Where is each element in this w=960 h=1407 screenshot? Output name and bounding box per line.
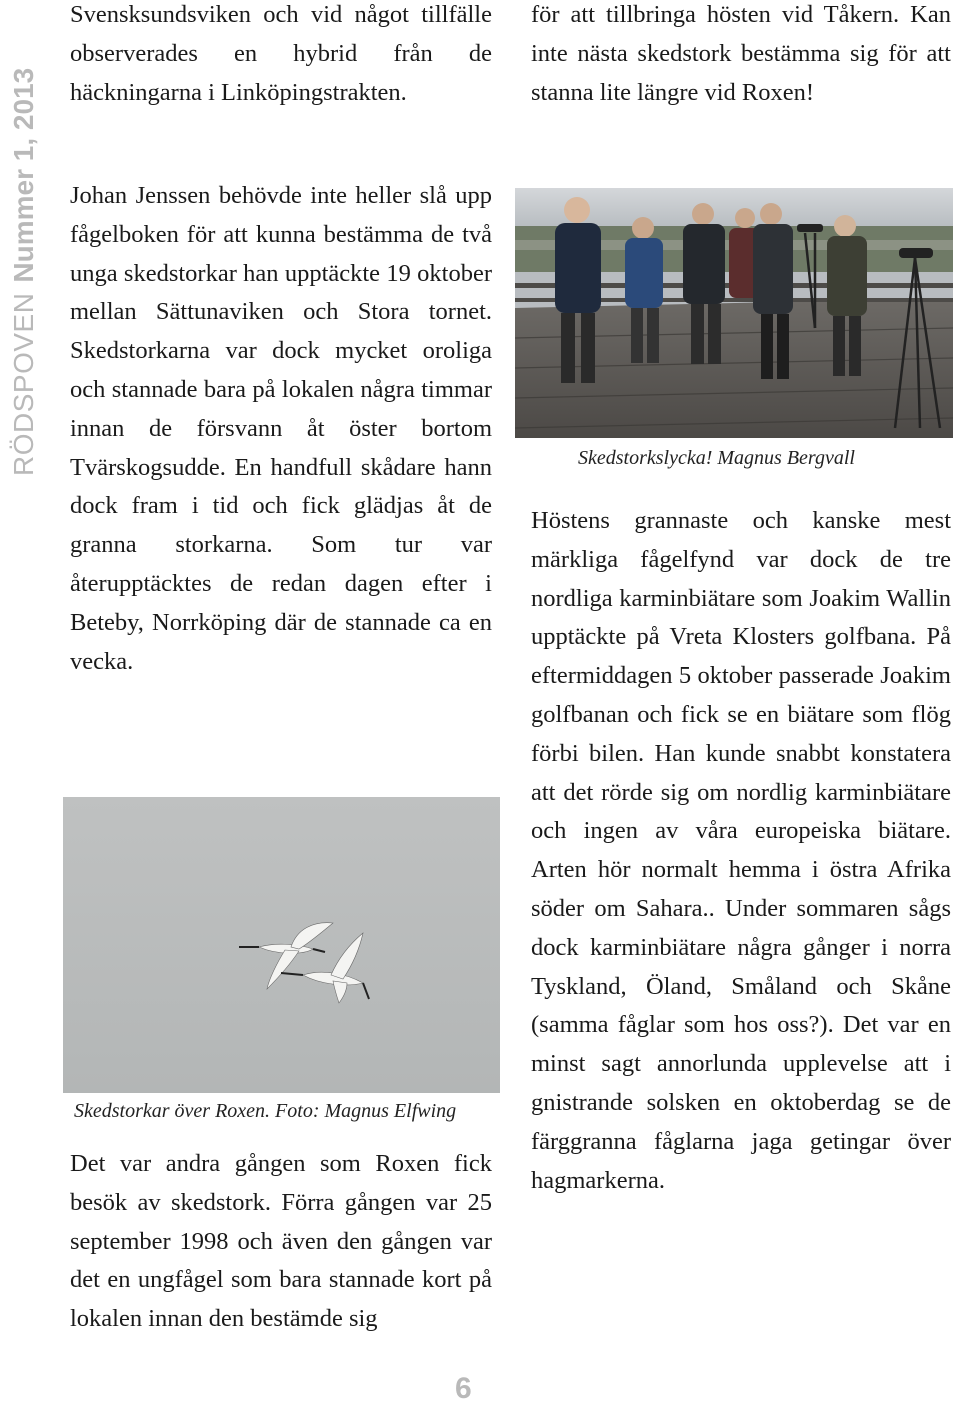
birdwatchers-caption: Skedstorkslycka! Magnus Bergvall [578,447,855,469]
birdwatchers-illustration [515,188,953,438]
right-paragraph-1: för att tillbringa hösten vid Tåkern. Kan inte nästa skedstork bestämma sig för att stanna lite längre vid Roxen! [531,1,951,106]
spoonbills-caption: Skedstorkar över Roxen. Foto: Magnus Elfwing [74,1100,457,1122]
birdwatchers-photo [515,188,953,438]
running-head [4,0,44,476]
issue-label: Nummer 1, 2013 [8,67,39,283]
spoonbills-illustration [63,797,500,1093]
left-paragraph-2: Johan Jenssen behövde inte heller slå upp fågelboken för att kunna bestämma de två unga skedstorkar han upptäckte 19 oktober mellan Sättunaviken och Stora tornet. Skedstorkarna var dock mycket oroliga och stannade bara på lokalen några timmar innan de försvann åt öster bortom Tvärskogsudde. En handfull skådare hann dock fram i tid och fick glädjas åt de granna storkarna. Som tur var återupptäcktes de redan dagen efter i Beteby, Norrköping där de stannade ca en vecka. [70,182,492,675]
left-paragraph-3: Det var andra gången som Roxen fick besök av skedstork. Förra gången var 25 september 1998 och även den gången var det en ungfågel som bara stannade kort på lokalen innan den bestämde sig [70,1150,492,1333]
magazine-name: RÖDSPOVEN [8,292,39,476]
left-paragraph-1: Svensksundsviken och vid något tillfälle observerades en hybrid från de häckningarna i Linköpingstrakten. [70,1,492,106]
spoonbills-photo [63,797,500,1093]
right-paragraph-2: Höstens grannaste och kanske mest märkliga fågelfynd var dock de tre nordliga karminbiätare som Joakim Wallin upptäckte på Vreta Klosters golfbana. På eftermiddagen 5 oktober passerade Joakim golfbanan och fick se en biätare som flög förbi bilen. Han kunde snabbt konstatera att det rörde sig om nordlig karminbiätare och ingen av våra europeiska biätare. Arten hör normalt hemma i östra Afrika söder om Sahara.. Under sommaren sågs dock karminbiätare några gånger i norra Tyskland, Öland, Småland och Skåne (samma fåglar som hos oss?). Det var en minst sagt annorlunda upplevelse att i gnistrande solsken en oktoberdag se de färggranna fåglarna jaga getingar över hagmarkerna. [531,507,951,1194]
page-number: 6 [455,1372,472,1405]
